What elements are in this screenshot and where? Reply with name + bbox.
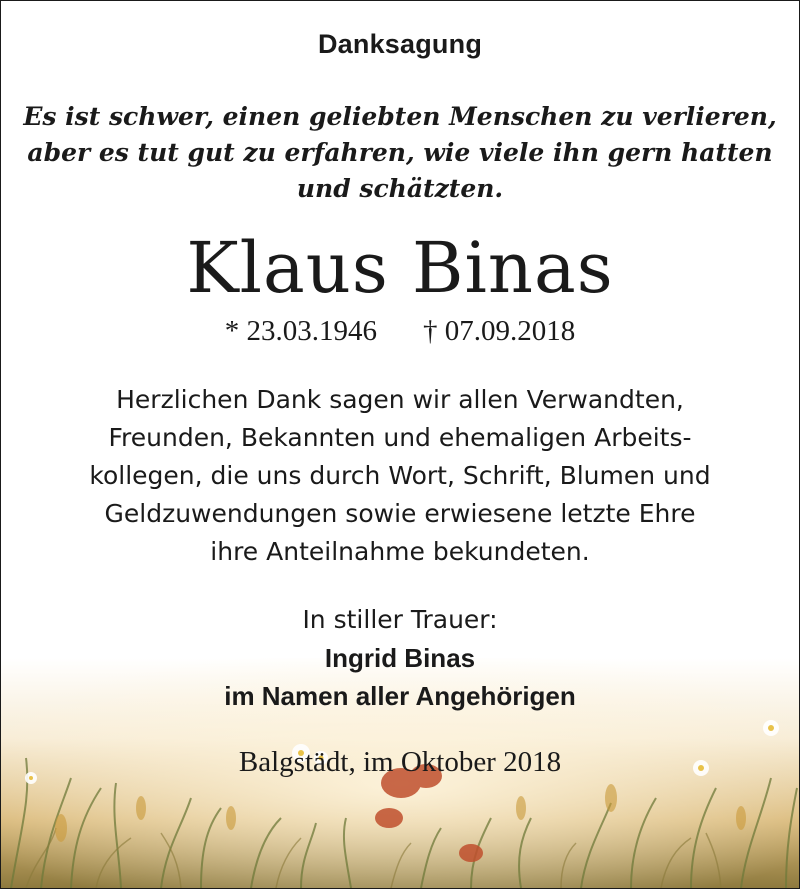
message-line: Herzlichen Dank sagen wir allen Verwandten, [116, 385, 684, 414]
thanks-message [21, 381, 779, 571]
heading-title: Danksagung [317, 29, 483, 59]
mourning-signature [1, 601, 799, 715]
deceased-name: Klaus Binas [186, 227, 614, 309]
place-and-date: Balgstädt, im Oktober 2018 [238, 746, 562, 778]
mourning-intro: In stiller Trauer: [302, 605, 498, 634]
birth-date: * 23.03.1946 [224, 315, 377, 347]
quote [21, 99, 779, 207]
message-line: Freunden, Bekannten und ehemaligen Arbeits- [108, 423, 692, 452]
death-date: † 07.09.2018 [423, 315, 576, 347]
signer-note: im Namen aller Angehörigen [224, 681, 576, 711]
life-dates [1, 315, 799, 348]
signer-name: Ingrid Binas [324, 643, 476, 673]
message-line: kollegen, die uns durch Wort, Schrift, Blumen und [89, 461, 711, 490]
message-line: ihre Anteilnahme bekundeten. [210, 537, 590, 566]
quote-line: und schätzten. [296, 174, 504, 203]
quote-line: Es ist schwer, einen geliebten Menschen zu verlieren, [23, 102, 777, 131]
message-line: Geldzuwendungen sowie erwiesene letzte Ehre [104, 499, 696, 528]
quote-line: aber es tut gut zu erfahren, wie viele ihn gern hatten [27, 138, 773, 167]
